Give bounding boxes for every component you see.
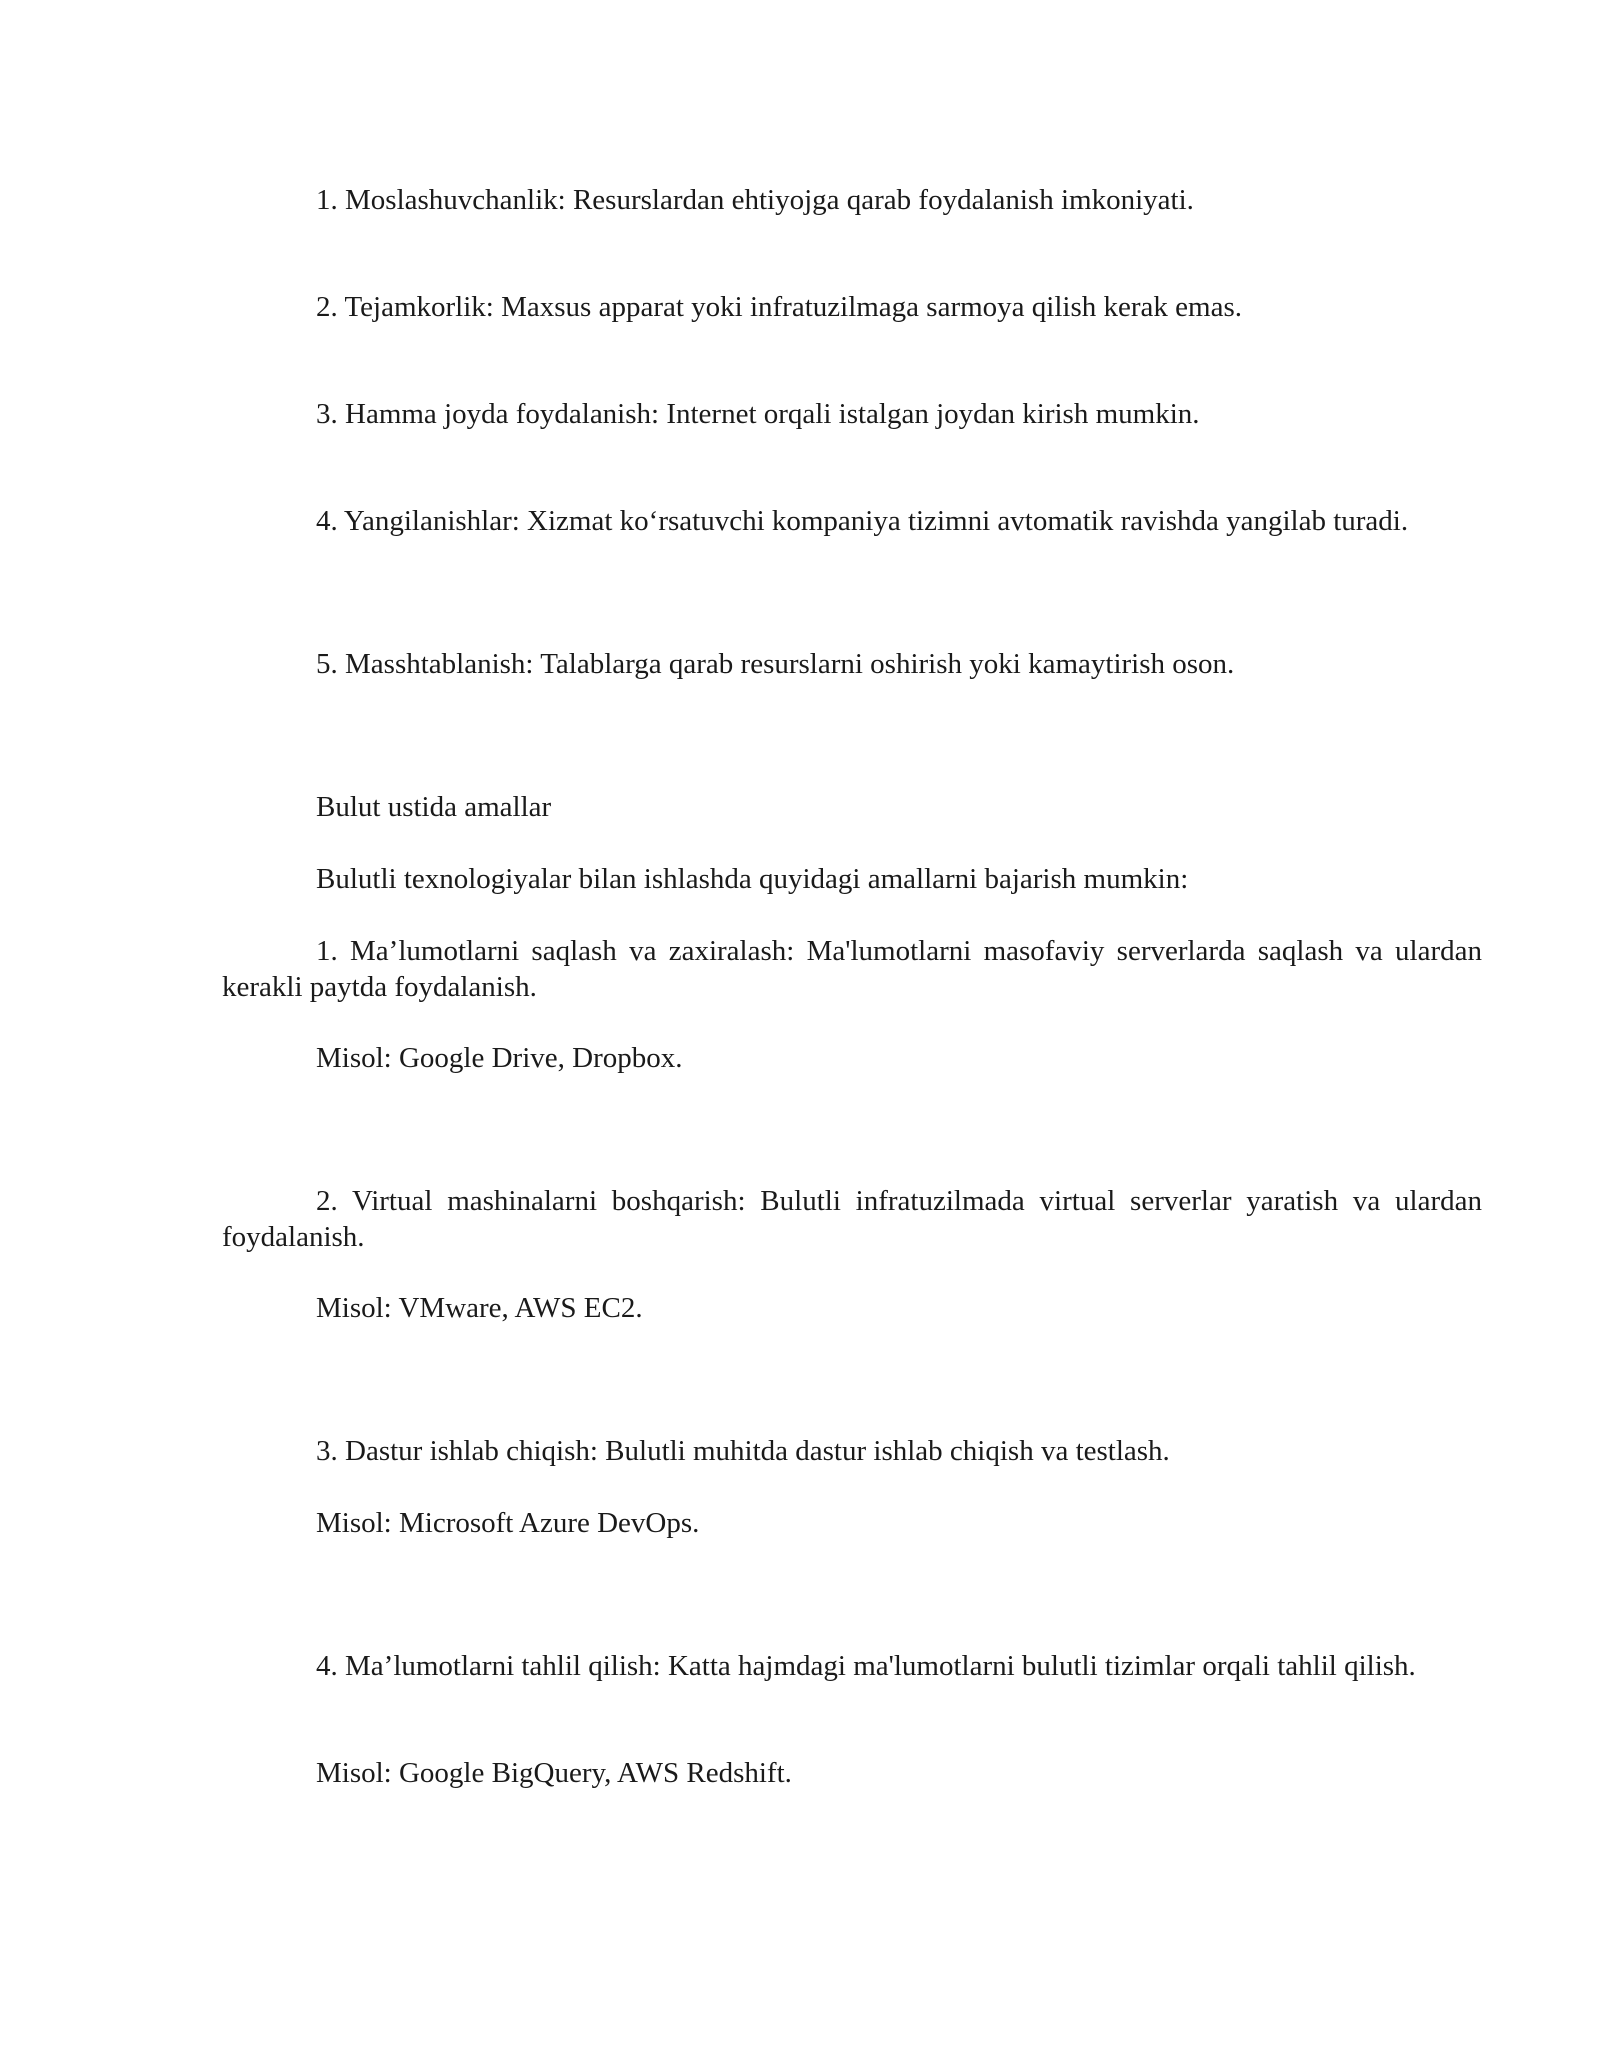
feature-item-2: 2. Tejamkorlik: Maxsus apparat yoki infratuzilmaga sarmoya qilish kerak emas. [316, 291, 1242, 323]
operation-example-1: Misol: Google Drive, Dropbox. [316, 1042, 683, 1074]
section-intro: Bulutli texnologiyalar bilan ishlashda quyidagi amallarni bajarish mumkin: [316, 863, 1189, 895]
operation-example-4: Misol: Google BigQuery, AWS Redshift. [316, 1757, 792, 1789]
feature-item-1: 1. Moslashuvchanlik: Resurslardan ehtiyojga qarab foydalanish imkoniyati. [316, 184, 1194, 216]
section-title: Bulut ustida amallar [316, 791, 552, 823]
operation-example-2: Misol: VMware, AWS EC2. [316, 1292, 643, 1324]
operation-item-3: 3. Dastur ishlab chiqish: Bulutli muhitda dastur ishlab chiqish va testlash. [316, 1435, 1170, 1467]
operation-item-1: 1. Ma’lumotlarni saqlash va zaxiralash: Ma'lumotlarni masofaviy serverlarda saqlash va ulardan kerakli paytda foydalanish. [222, 935, 1482, 1003]
operation-item-4: 4. Ma’lumotlarni tahlil qilish: Katta hajmdagi ma'lumotlarni bulutli tizimlar orqali tahlil qilish. [316, 1650, 1416, 1682]
feature-item-3: 3. Hamma joyda foydalanish: Internet orqali istalgan joydan kirish mumkin. [316, 398, 1200, 430]
feature-item-5: 5. Masshtablanish: Talablarga qarab resurslarni oshirish yoki kamaytirish oson. [316, 648, 1235, 680]
operation-example-3: Misol: Microsoft Azure DevOps. [316, 1507, 700, 1539]
feature-item-4: 4. Yangilanishlar: Xizmat ko‘rsatuvchi kompaniya tizimni avtomatik ravishda yangilab turadi. [316, 505, 1409, 537]
operation-item-2: 2. Virtual mashinalarni boshqarish: Bulutli infratuzilmada virtual serverlar yaratish va ulardan foydalanish. [222, 1185, 1482, 1253]
